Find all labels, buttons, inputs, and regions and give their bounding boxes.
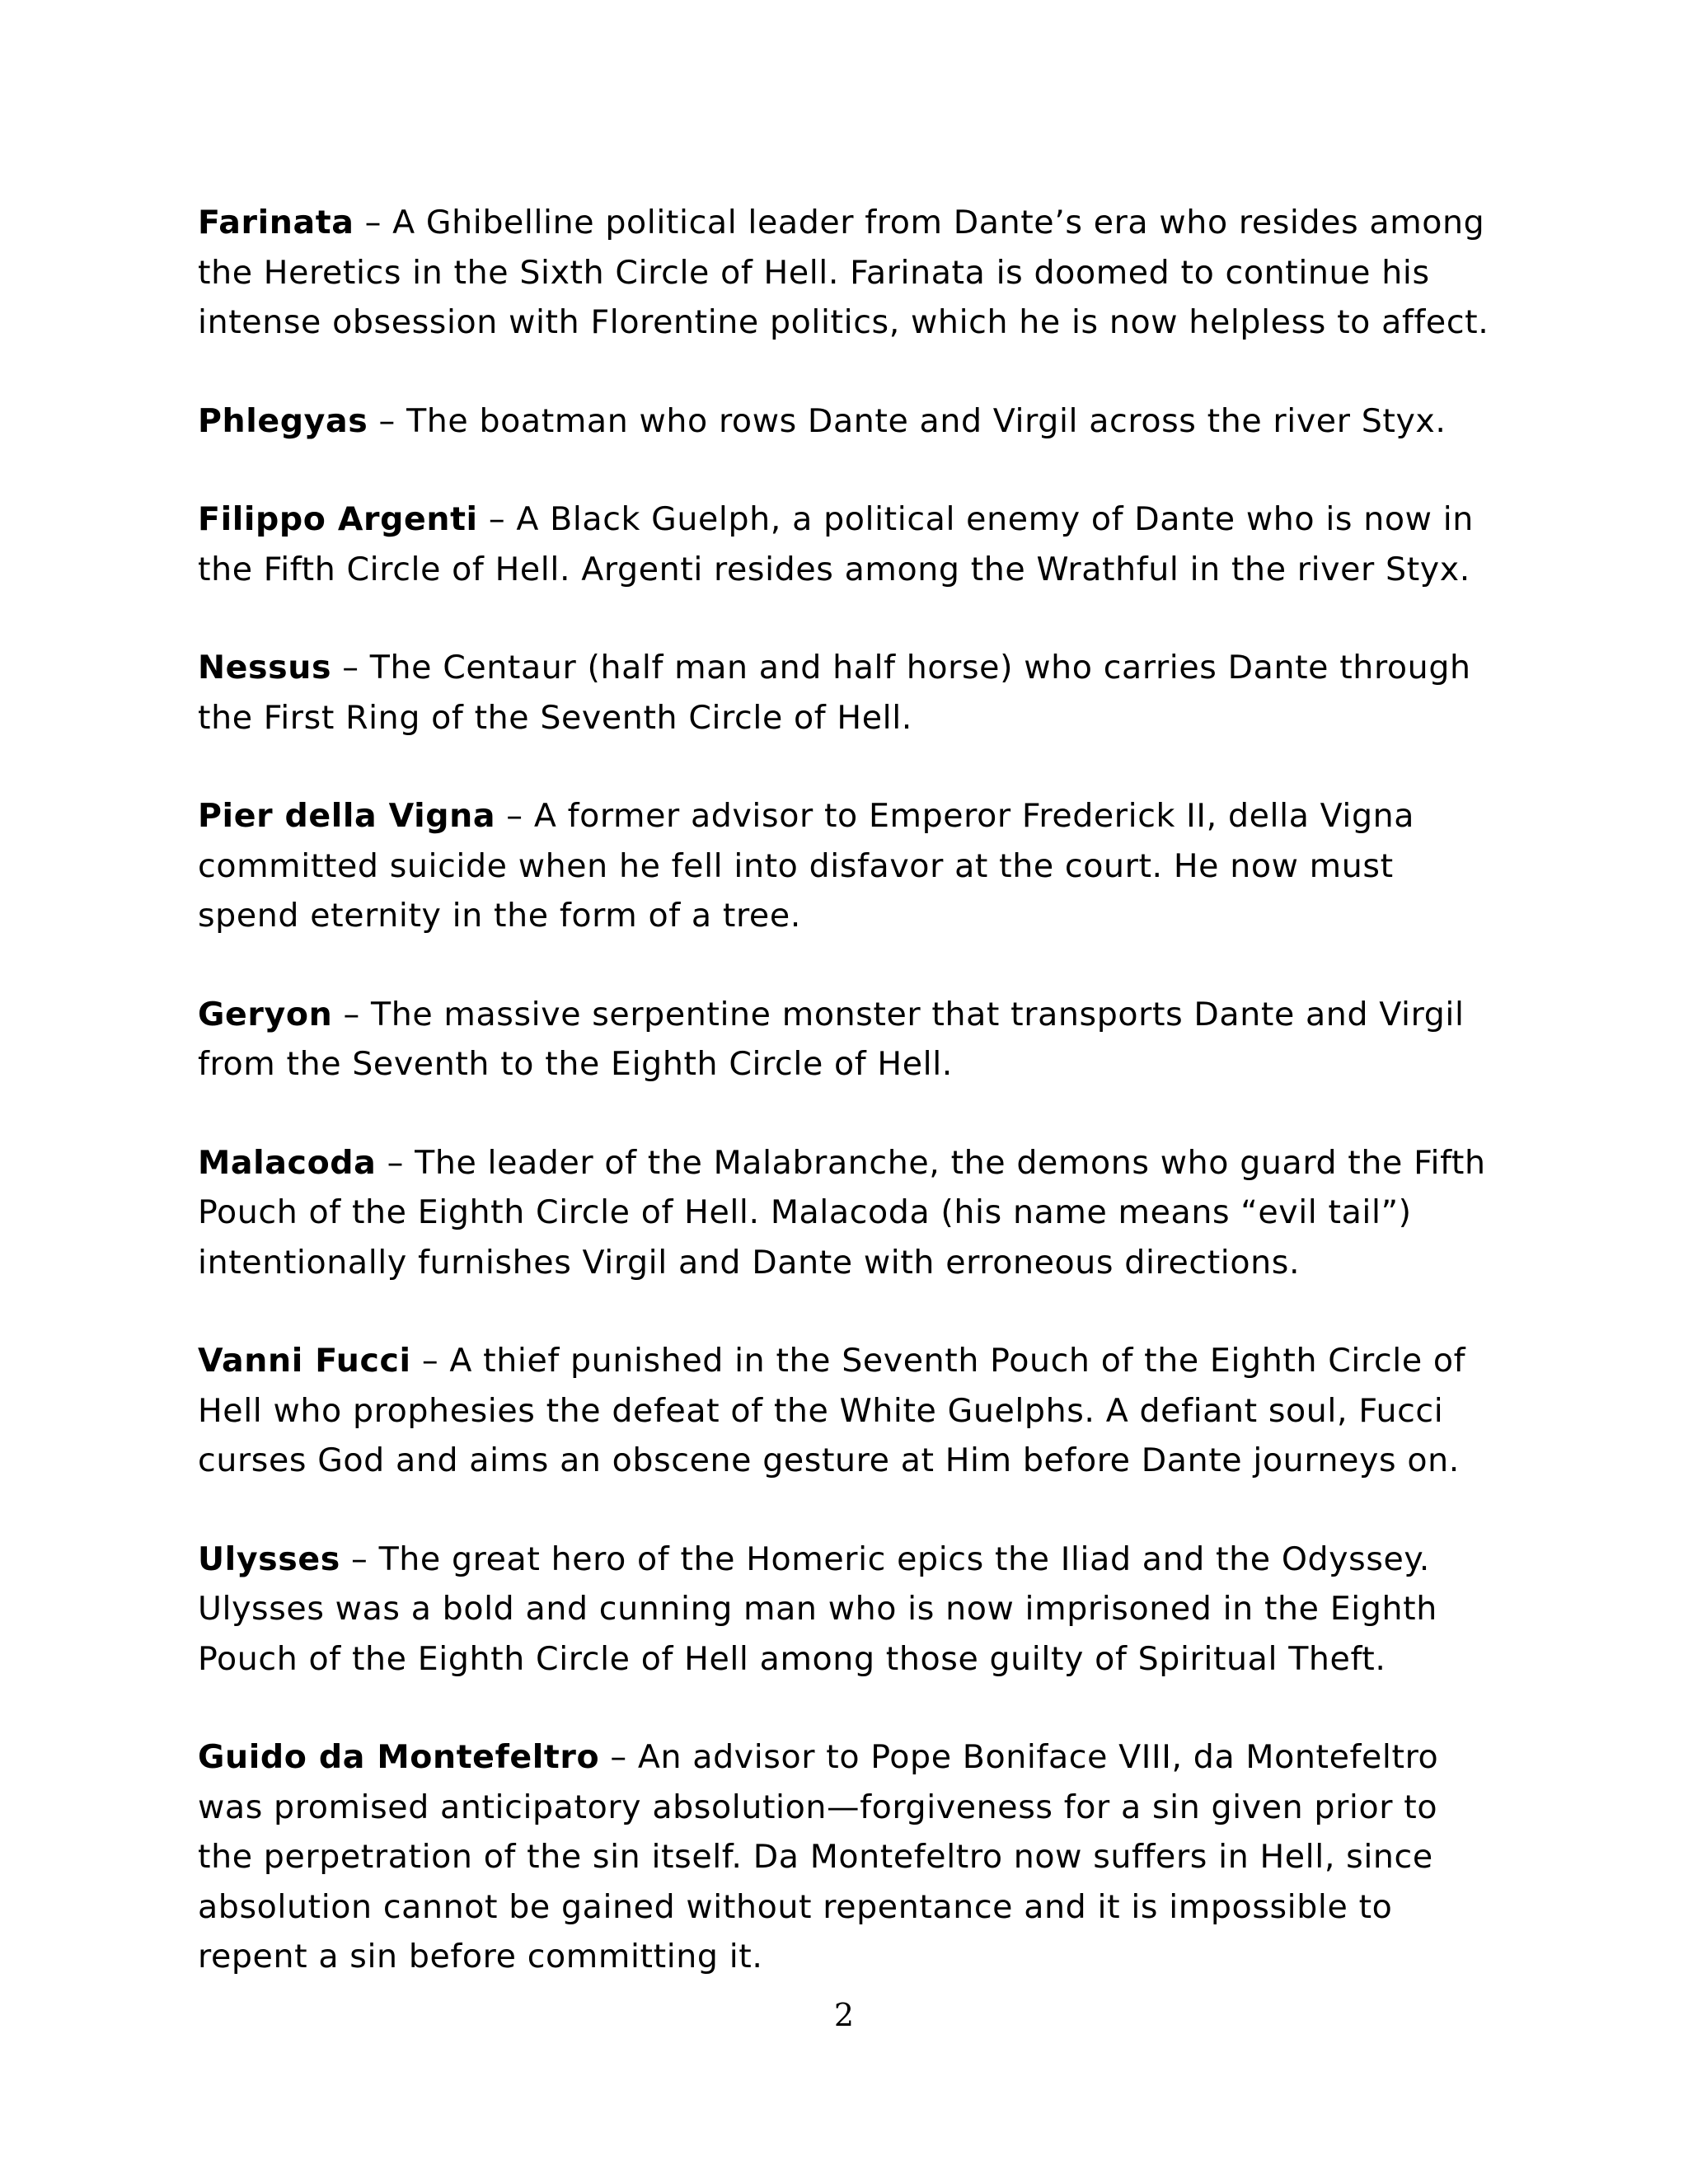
character-entry-phlegyas xyxy=(198,396,1500,447)
character-description: A former advisor to Emperor Frederick II, della Vigna committed suicide when he fell into disfavor at the court. He now must spend eternity in the form of a tree. xyxy=(198,797,1415,935)
character-description: The leader of the Malabranche, the demons who guard the Fifth Pouch of the Eighth Circle of Hell. Malacoda (his name means “evil tail”) intentionally furnishes Virgil and Dante with erroneous directions. xyxy=(198,1143,1486,1282)
separator: – xyxy=(477,500,517,538)
character-description: The boatman who rows Dante and Virgil across the river Styx. xyxy=(406,401,1447,440)
character-entry-malacoda xyxy=(198,1138,1500,1288)
character-description: An advisor to Pope Boniface VIII, da Montefeltro was promised anticipatory absolution—forgiveness for a sin given prior to the perpetration of the sin itself. Da Montefeltro now suffers in Hell, since absolution cannot be gained without repentance and it is impossible to repent a sin before committing it. xyxy=(198,1738,1439,1975)
document-page xyxy=(198,198,1500,2031)
character-name: Vanni Fucci xyxy=(198,1342,411,1380)
character-entry-farinata xyxy=(198,198,1500,348)
character-name: Phlegyas xyxy=(198,401,368,440)
character-name: Nessus xyxy=(198,649,332,687)
separator: – xyxy=(332,995,371,1033)
character-description: The great hero of the Homeric epics the Iliad and the Odyssey. Ulysses was a bold and cunning man who is now imprisoned in the Eighth Pouch of the Eighth Circle of Hell among those guilty of Spiritual Theft. xyxy=(198,1540,1437,1678)
page-number: 2 xyxy=(833,1997,855,2033)
character-name: Geryon xyxy=(198,995,333,1033)
separator: – xyxy=(410,1342,450,1380)
separator: – xyxy=(376,1143,415,1182)
character-description: A thief punished in the Seventh Pouch of the Eighth Circle of Hell who prophesies the defeat of the White Guelphs. A defiant soul, Fucci curses God and aims an obscene gesture at Him before Dante journeys on. xyxy=(198,1342,1466,1479)
character-entry-pier-della-vigna xyxy=(198,791,1500,941)
separator: – xyxy=(495,797,534,835)
character-name: Ulysses xyxy=(198,1540,340,1578)
character-name: Filippo Argenti xyxy=(198,500,478,538)
character-entry-guido-da-montefeltro xyxy=(198,1732,1500,1982)
separator: – xyxy=(331,649,370,687)
character-description: A Ghibelline political leader from Dante’s era who resides among the Heretics in the Sixth Circle of Hell. Farinata is doomed to continue his intense obsession with Florentine politics, which he is now helpless to affect. xyxy=(198,204,1489,341)
character-description: The massive serpentine monster that transports Dante and Virgil from the Seventh to the Eighth Circle of Hell. xyxy=(198,995,1465,1083)
character-name: Farinata xyxy=(198,204,354,241)
character-description: The Centaur (half man and half horse) who carries Dante through the First Ring of the Seventh Circle of Hell. xyxy=(198,649,1471,737)
character-name: Guido da Montefeltro xyxy=(198,1738,600,1776)
character-entry-geryon xyxy=(198,990,1500,1090)
character-entry-vanni-fucci xyxy=(198,1336,1500,1486)
character-name: Pier della Vigna xyxy=(198,797,496,835)
character-description: A Black Guelph, a political enemy of Dante who is now in the Fifth Circle of Hell. Argenti resides among the Wrathful in the river Styx. xyxy=(198,500,1474,588)
character-entry-filippo-argenti xyxy=(198,494,1500,594)
separator: – xyxy=(340,1540,379,1578)
character-name: Malacoda xyxy=(198,1143,377,1182)
separator: – xyxy=(354,204,393,241)
separator: – xyxy=(368,401,407,440)
character-entry-ulysses xyxy=(198,1535,1500,1685)
separator: – xyxy=(599,1738,638,1776)
character-entry-nessus xyxy=(198,643,1500,743)
